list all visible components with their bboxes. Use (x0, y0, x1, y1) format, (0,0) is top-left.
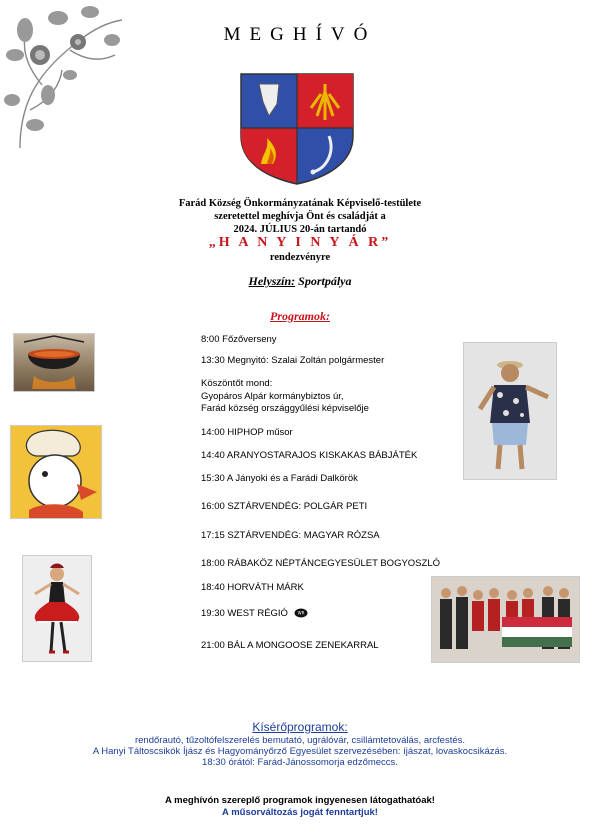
program-item (201, 530, 380, 542)
free-entry-note: A meghívón szereplő programok ingyenesen látogathatóak! (165, 795, 435, 806)
program-text: Farád község országgyűlési képviselője (201, 403, 369, 414)
coat-of-arms-icon (239, 72, 355, 186)
cooking-photo (13, 333, 95, 392)
program-time: 17:15 (201, 530, 225, 541)
invitation-text (0, 197, 600, 236)
venue-value: Sportpálya (298, 274, 352, 288)
program-text: A Jányoki és a Farádi Dalkörök (226, 473, 358, 484)
rooster-drawing-photo (10, 425, 102, 519)
singer-photo (463, 342, 557, 480)
program-item (201, 391, 344, 403)
program-time: 16:00 (201, 501, 225, 512)
program-text: RÁBAKÖZ NÉPTÁNCEGYESÜLET BOGYOSZLÓ (227, 558, 440, 569)
program-time: 15:30 (201, 473, 225, 484)
program-item (201, 403, 369, 415)
program-time: 8:00 (201, 334, 220, 345)
program-time: 18:00 (201, 558, 225, 569)
program-time: 14:40 (201, 450, 225, 461)
program-item (201, 608, 308, 620)
side-program-line: A Hanyi Táltoscsikók Íjász és Hagyományőrző Egyesület szervezésében: íjászat, lovaskocsikázás. (92, 746, 508, 757)
program-item (201, 450, 417, 462)
side-programs-heading: Kísérőprogramok: (252, 720, 348, 734)
program-item (201, 334, 277, 346)
side-program-line: 18:30 órától: Farád-Jánossomorja edzőmeccs. (202, 757, 398, 768)
program-text: HORVÁTH MÁRK (227, 582, 304, 593)
program-item (201, 582, 304, 594)
program-time: 14:00 (201, 427, 225, 438)
event-name: „H A N Y I N Y Á R” (208, 235, 392, 250)
invitation-after: rendezvényre (269, 252, 331, 263)
folk-dancer-photo (22, 555, 92, 662)
program-text: WEST RÉGIÓ (227, 608, 288, 619)
program-text: Főzőverseny (222, 334, 277, 345)
program-item (201, 378, 272, 390)
program-item (201, 558, 440, 570)
program-text: SZTÁRVENDÉG: MAGYAR RÓZSA (227, 530, 380, 541)
venue-label: Helyszín: (248, 274, 296, 288)
folk-group-photo (431, 576, 580, 663)
program-item (201, 427, 293, 439)
program-time: 13:30 (201, 355, 225, 366)
invitation-line: szeretettel meghívja Önt és családját a (214, 211, 386, 222)
program-time: 21:00 (201, 640, 225, 651)
program-item (201, 640, 379, 652)
program-heading: Programok: (270, 309, 330, 323)
program-time: 19:30 (201, 608, 225, 619)
program-text: Köszöntőt mond: (201, 378, 273, 389)
svg-text:WR: WR (297, 610, 304, 616)
floral-ornament (0, 0, 125, 150)
program-item (201, 501, 367, 513)
west-regio-logo-icon (294, 608, 308, 618)
program-text: HIPHOP műsor (227, 427, 293, 438)
program-time: 18:40 (201, 582, 225, 593)
program-text: Megnyitó: Szalai Zoltán polgármester (227, 355, 385, 366)
program-text: ARANYOSTARAJOS KISKAKAS BÁBJÁTÉK (226, 450, 418, 461)
program-text: Gyopáros Alpár kormánybiztos úr, (201, 391, 344, 402)
rights-note: A műsorváltozás jogát fenntartjuk! (222, 807, 378, 818)
page-title: MEGHÍVÓ (223, 24, 377, 45)
venue (0, 274, 600, 289)
invitation-line: Farád Község Önkormányzatának Képviselő-testülete (178, 198, 422, 209)
side-program-line: rendőrautó, tűzoltófelszerelés bemutató, ugrálóvár, csillámtetoválás, arcfestés. (134, 735, 466, 746)
program-text: SZTÁRVENDÉG: POLGÁR PETI (227, 501, 368, 512)
program-text: BÁL A MONGOOSE ZENEKARRAL (227, 640, 379, 651)
invitation-line: 2024. JÚLIUS 20-án tartandó (233, 224, 367, 235)
program-item (201, 355, 384, 367)
program-item (201, 473, 358, 485)
